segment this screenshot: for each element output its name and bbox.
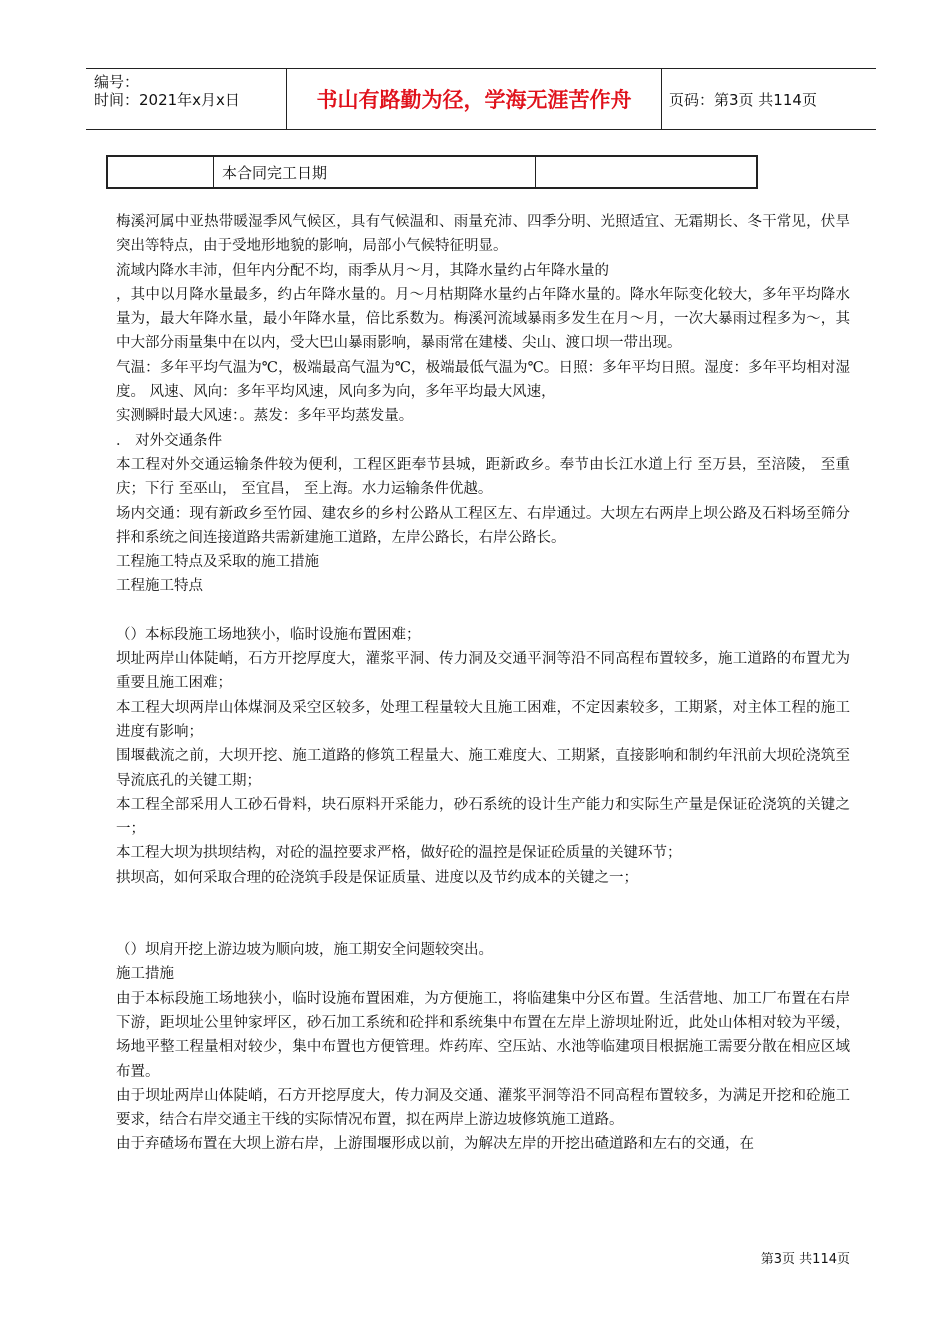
table-cell xyxy=(536,156,758,188)
paragraph: 本工程大坝为拱坝结构，对砼的温控要求严格，做好砼的温控是保证砼质量的关键环节； xyxy=(116,845,682,862)
header-page-label: 页码：第3页 共114页 xyxy=(669,90,817,109)
paragraph: 由于弃碴场布置在大坝上游右岸，上游围堰形成以前，为解决左岸的开挖出碴道路和左右的交通，在 xyxy=(116,1136,754,1153)
paragraph: 本工程全部采用人工砂石骨料，块石原料开采能力，砂石系统的设计生产能力和实际生产量是保证砼浇筑的关键之一； xyxy=(116,796,850,838)
spacer xyxy=(116,599,850,623)
table-cell xyxy=(107,156,214,188)
info-table xyxy=(106,155,758,189)
header-left-block xyxy=(86,69,286,129)
paragraph: ，其中以月降水量最多，约占年降水量的。月～月枯期降水量约占年降水量的。降水年际变化较大，多年平均降水量为，最大年降水量，最小年降水量，倍比系数为。梅溪河流域暴雨多发生在月～月，一次大暴雨过程多为～，其中大部分雨量集中在以内，受大巴山暴雨影响，暴雨常在建楼、尖山、渡口坝一带出现。 xyxy=(116,286,850,352)
paragraph: 场内交通：现有新政乡至竹园、建农乡的乡村公路从工程区左、右岸通过。大坝左右两岸上坝公路及石料场至筛分拌和系统之间连接道路共需新建施工道路，左岸公路长，右岸公路长。 xyxy=(116,505,850,546)
header-motto: 书山有路勤为径，学海无涯苦作舟 xyxy=(286,69,662,129)
table-row xyxy=(107,156,757,188)
paragraph: （）坝肩开挖上游边坡为顺向坡，施工期安全问题较突出。 xyxy=(116,942,493,959)
paragraph: 由于坝址两岸山体陡峭，石方开挖厚度大，传力洞及交通、灌浆平洞等沿不同高程布置较多，为满足开挖和砼施工要求，结合右岸交通主干线的实际情况布置，拟在两岸上游边坡修筑施工道路。 xyxy=(116,1087,850,1129)
paragraph: 拱坝高，如何采取合理的砼浇筑手段是保证质量、进度以及节约成本的关键之一； xyxy=(116,869,638,886)
section-heading: 施工措施 xyxy=(116,966,174,983)
section-heading: 工程施工特点及采取的施工措施 xyxy=(116,554,319,571)
time-label: 时间：2021年x月x日 xyxy=(94,91,240,109)
paragraph: （）本标段施工场地狭小，临时设施布置困难； xyxy=(116,626,421,643)
paragraph: 由于本标段施工场地狭小，临时设施布置困难，为方便施工，将临建集中分区布置。生活营地、加工厂布置在右岸下游，距坝址公里钟家坪区，砂石加工系统和砼拌和系统集中布置在左岸上游坝址附近，此处山体相对较为平缓，场地平整工程量相对较少，集中布置也方便管理。炸药库、空压站、水池等临建项目根据施工需要分散在相应区域布置。 xyxy=(116,990,850,1080)
paragraph: 实测瞬时最大风速：。蒸发：多年平均蒸发量。 xyxy=(116,408,414,425)
paragraph: 流域内降水丰沛，但年内分配不均，雨季从月～月，其降水量约占年降水量的 xyxy=(116,262,609,279)
page-footer: 第3页 共114页 xyxy=(760,1252,850,1267)
paragraph: 气温：多年平均气温为℃，极端最高气温为℃，极端最低气温为℃。日照：多年平均日照。湿度：多年平均相对湿度。 风速、风向：多年平均风速，风向多为向，多年平均最大风速， xyxy=(116,359,850,401)
document-body xyxy=(116,210,850,1157)
section-heading: 工程施工特点 xyxy=(116,578,203,595)
section-heading: ． 对外交通条件 xyxy=(116,432,223,449)
page-header xyxy=(86,68,876,130)
table-cell: 本合同完工日期 xyxy=(214,156,536,188)
spacer xyxy=(116,890,850,938)
paragraph: 本工程对外交通运输条件较为便利，工程区距奉节县城，距新政乡。奉节由长江水道上行 至万县，至涪陵， 至重庆；下行 至巫山， 至宜昌， 至上海。水力运输条件优越。 xyxy=(116,456,850,498)
paragraph: 坝址两岸山体陡峭，石方开挖厚度大，灌浆平洞、传力洞及交通平洞等沿不同高程布置较多，施工道路的布置尤为重要且施工困难； xyxy=(116,651,850,692)
paragraph: 围堰截流之前，大坝开挖、施工道路的修筑工程量大、施工难度大、工期紧，直接影响和制约年汛前大坝砼浇筑至导流底孔的关键工期； xyxy=(116,748,850,789)
paragraph: 本工程大坝两岸山体煤洞及采空区较多，处理工程量较大且施工困难，不定因素较多，工期紧，对主体工程的施工进度有影响； xyxy=(116,699,850,740)
number-label: 编号： xyxy=(94,73,140,91)
paragraph: 梅溪河属中亚热带暖湿季风气候区，具有气候温和、雨量充沛、四季分明、光照适宜、无霜期长、冬干常见，伏旱突出等特点，由于受地形地貌的影响，局部小气候特征明显。 xyxy=(116,214,850,255)
